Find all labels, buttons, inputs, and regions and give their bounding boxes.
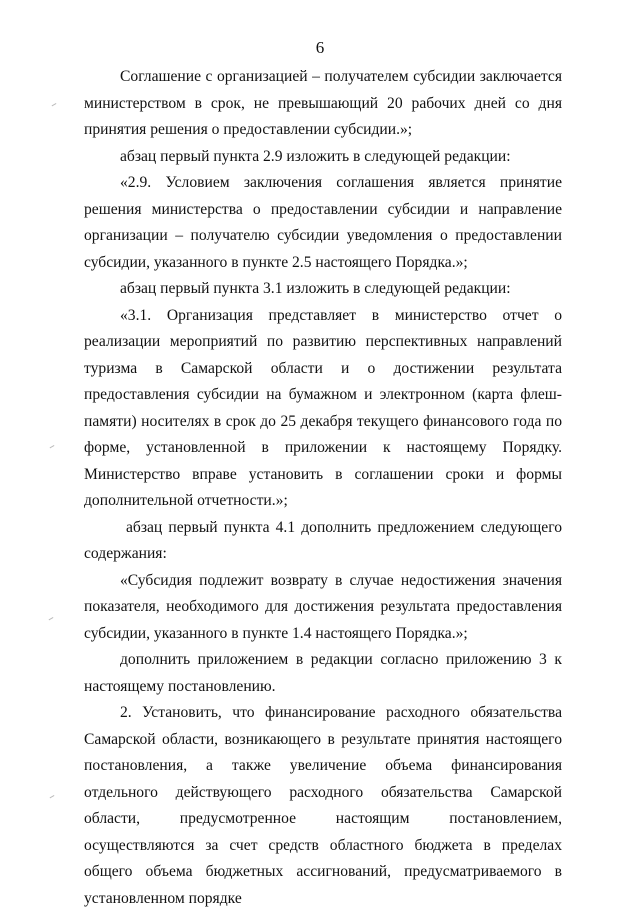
margin-mark xyxy=(49,617,55,622)
paragraph-amend-2-9: абзац первый пункта 2.9 изложить в следующей редакции: xyxy=(120,147,511,165)
paragraph-section-2-financing: 2. Установить, что финансирование расходного обязательства Самарской области, возникающего в результате принятия настоящего постановления, а также увеличение объема финансирования отдельного действующего расходного обязательства Самарской области, предусмотренное настоящим постановлением, осуществляются за счет средств областного бюджета в пределах общего объема бюджетных ассигнований, предусматриваемого в установленном порядке xyxy=(84,704,562,907)
paragraph-clause-2-9: «2.9. Условием заключения соглашения является принятие решения министерства о предоставлении субсидии и направление организации – получателю субсидии уведомления о предоставлении субсидии, указанного в пункте 2.5 настоящего Порядка.»; xyxy=(84,174,562,271)
document-body xyxy=(84,64,562,912)
paragraph-amend-4-1: абзац первый пункта 4.1 дополнить предложением следующего содержания: xyxy=(84,518,562,562)
margin-mark xyxy=(50,445,56,450)
paragraph-add-appendix: дополнить приложением в редакции согласно приложению 3 к настоящему постановлению. xyxy=(84,651,562,695)
paragraph-agreement-term: Соглашение с организацией – получателем субсидии заключается министерством в срок, не превышающий 20 рабочих дней со дня принятия решения о предоставлении субсидии.»; xyxy=(84,68,562,138)
page-number: 6 xyxy=(315,38,325,57)
paragraph-clause-3-1: «3.1. Организация представляет в министерство отчет о реализации мероприятий по развитию перспективных направлений туризма в Самарской области и о достижении результата предоставления субсидии на бумажном и электронном (карта флеш-памяти) носителях в срок до 25 декабря текущего финансового года по форме, установленной в приложении к настоящему Порядку. Министерство вправе установить в соглашении сроки и формы дополнительной отчетности.»; xyxy=(84,306,562,509)
margin-mark xyxy=(50,795,56,800)
margin-mark xyxy=(52,103,58,108)
paragraph-amend-3-1: абзац первый пункта 3.1 изложить в следующей редакции: xyxy=(120,280,511,297)
paragraph-subsidy-return: «Субсидия подлежит возврату в случае недостижения значения показателя, необходимого для достижения результата предоставления субсидии, указанного в пункте 1.4 настоящего Порядка.»; xyxy=(84,571,562,642)
